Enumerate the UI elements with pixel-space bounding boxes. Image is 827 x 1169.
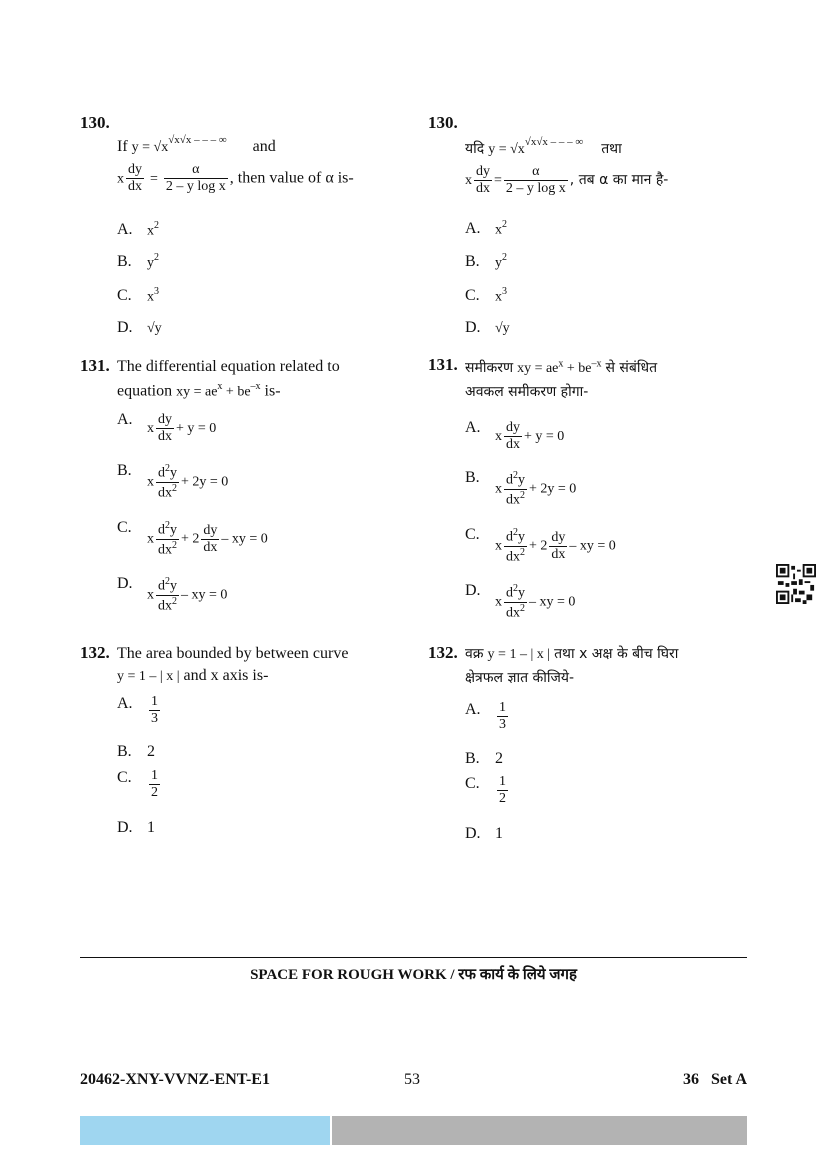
option-c[interactable] bbox=[465, 286, 507, 306]
option-label: C. bbox=[117, 769, 132, 786]
option-d[interactable] bbox=[117, 818, 155, 838]
option-label: B. bbox=[465, 750, 480, 767]
question-number: 131. bbox=[80, 356, 110, 375]
option-label: C. bbox=[465, 287, 480, 304]
footer-bar-blue bbox=[80, 1116, 330, 1145]
q132-hi-eq: y = 1 – | x | bbox=[487, 647, 551, 662]
option-base: x bbox=[495, 289, 502, 305]
option-label: D. bbox=[465, 825, 481, 842]
q130-dydx bbox=[126, 162, 144, 195]
option-base: x bbox=[147, 223, 154, 239]
q130-hi-tower: √x√x – – – ∞ bbox=[524, 136, 584, 148]
q130-hi-line2 bbox=[465, 164, 668, 197]
option-label: C. bbox=[465, 526, 480, 543]
option-label: C. bbox=[117, 287, 132, 304]
option-c[interactable] bbox=[117, 768, 162, 801]
frac-den: dx bbox=[128, 179, 142, 195]
option-b[interactable] bbox=[117, 742, 155, 762]
option-base: x bbox=[495, 222, 502, 238]
option-label: A. bbox=[117, 221, 133, 238]
option-b[interactable] bbox=[465, 468, 576, 509]
q131-mid: + be bbox=[222, 384, 251, 400]
option-label: A. bbox=[117, 695, 133, 712]
rough-work-heading: SPACE FOR ROUGH WORK / रफ कार्य के लिये जगह bbox=[80, 957, 747, 984]
option-math: x $\frac{d^2y}{dx^2}$ + 2 $\frac{dy}{dx}$ – xy = 0 bbox=[495, 527, 616, 565]
option-sup: 3 bbox=[154, 286, 159, 297]
option-sup: 2 bbox=[154, 252, 159, 263]
q131-suffix: is- bbox=[264, 382, 281, 400]
option-a[interactable] bbox=[465, 219, 507, 239]
question-number: 130. bbox=[80, 113, 110, 132]
option-frac: $\frac{1}{3}$ bbox=[499, 700, 506, 733]
q130-suffix: , then value of α is- bbox=[229, 169, 354, 187]
q132-line2 bbox=[117, 666, 268, 686]
option-label: D. bbox=[465, 582, 481, 599]
q130-eq: y = √x bbox=[131, 140, 169, 155]
q132-hi-suffix: तथा x अक्ष के बीच घिरा bbox=[554, 646, 679, 662]
option-label: A. bbox=[465, 220, 481, 237]
frac-den: 3 bbox=[151, 711, 158, 727]
option-math: x $\frac{dy}{dx}$ + y = 0 bbox=[147, 412, 217, 445]
q130-if: If bbox=[117, 138, 128, 155]
q132-hi-prefix: वक्र bbox=[465, 646, 484, 662]
option-d[interactable] bbox=[117, 318, 162, 338]
q130-hi-suffix: तथा bbox=[601, 141, 622, 157]
option-value: 2 bbox=[147, 743, 155, 760]
q131-sup1: x bbox=[217, 381, 223, 392]
q130-rhs bbox=[164, 162, 228, 195]
option-c[interactable] bbox=[117, 286, 159, 306]
frac-den: 2 bbox=[151, 785, 158, 801]
option-sup: 2 bbox=[502, 219, 507, 230]
option-d[interactable] bbox=[465, 824, 503, 844]
option-math: x $\frac{d^2y}{dx^2}$ – xy = 0 bbox=[495, 583, 576, 621]
option-b[interactable] bbox=[465, 749, 503, 769]
q130-hi-line2-suffix: , तब α का मान है- bbox=[569, 171, 669, 188]
q132-hi-line2: क्षेत्रफल ज्ञात कीजिये- bbox=[465, 670, 575, 686]
option-label: D. bbox=[465, 319, 481, 336]
q131-line2 bbox=[117, 381, 281, 401]
q130-hi-prefix: यदि bbox=[465, 141, 485, 157]
option-frac: $\frac{1}{2}$ bbox=[499, 774, 506, 807]
q131-hi-line1 bbox=[465, 358, 657, 378]
option-sup: 3 bbox=[502, 286, 507, 297]
q132-eq: y = 1 – | x | bbox=[117, 669, 180, 684]
option-label: D. bbox=[117, 319, 133, 336]
question-number: 132. bbox=[80, 643, 110, 662]
q132-suffix: and x axis is- bbox=[183, 667, 269, 684]
option-label: D. bbox=[117, 819, 133, 836]
q131-hi-eq: xy = $ae^x + be^{-x}$ bbox=[517, 358, 602, 376]
frac-den: 2 – y log x bbox=[165, 179, 226, 195]
q130-line1 bbox=[117, 134, 276, 157]
option-c[interactable] bbox=[117, 518, 268, 559]
option-a[interactable] bbox=[117, 220, 159, 240]
option-a[interactable] bbox=[465, 418, 564, 453]
option-value: 1 bbox=[495, 825, 503, 842]
frac-num: dy bbox=[128, 162, 142, 177]
q131-hi-prefix: समीकरण bbox=[465, 360, 514, 376]
question-number: 130. bbox=[428, 113, 458, 132]
option-label: B. bbox=[117, 743, 132, 760]
option-base: x bbox=[147, 289, 154, 305]
option-label: B. bbox=[117, 253, 132, 270]
option-value: 2 bbox=[495, 750, 503, 767]
option-a[interactable] bbox=[117, 694, 162, 727]
q130-hi-line1 bbox=[465, 136, 622, 159]
option-d[interactable] bbox=[117, 574, 227, 615]
option-b[interactable] bbox=[465, 252, 507, 272]
q131-prefix: equation bbox=[117, 382, 173, 400]
option-math: x $\frac{d^2y}{dx^2}$ + 2y = 0 bbox=[147, 463, 229, 501]
q130-tower: √x√x – – – ∞ bbox=[168, 134, 227, 146]
option-label: D. bbox=[117, 575, 133, 592]
option-a[interactable] bbox=[465, 700, 510, 733]
option-math: x $\frac{d^2y}{dx^2}$ – xy = 0 bbox=[147, 576, 228, 614]
footer-code: 20462-XNY-VVNZ-ENT-E1 bbox=[80, 1071, 270, 1088]
q131-line1: The differential equation related to bbox=[117, 358, 340, 375]
page-number: 53 bbox=[404, 1071, 420, 1088]
frac-num: 1 bbox=[151, 694, 158, 709]
option-b[interactable] bbox=[117, 252, 159, 272]
option-base: y bbox=[495, 255, 502, 271]
option-label: B. bbox=[117, 462, 132, 479]
option-label: C. bbox=[465, 775, 480, 792]
question-number: 131. bbox=[428, 355, 458, 374]
option-math: x $\frac{dy}{dx}$ + y = 0 bbox=[495, 420, 565, 453]
option-d[interactable] bbox=[465, 581, 575, 622]
option-frac bbox=[149, 768, 160, 801]
option-label: A. bbox=[465, 419, 481, 436]
q131-hi-line2: अवकल समीकरण होगा- bbox=[465, 384, 589, 400]
q130-hi-math: x $\frac{dy}{dx}$ = $\frac{\alpha}{\text{2 – y log x}}$ bbox=[465, 164, 566, 197]
footer-set: 36 Set A bbox=[683, 1071, 747, 1088]
q130-x: x bbox=[117, 171, 124, 187]
q131-eq: xy = ae bbox=[176, 384, 218, 400]
q132-hi-line1 bbox=[465, 644, 678, 664]
q132-line1: The area bounded by between curve bbox=[117, 645, 349, 662]
option-label: C. bbox=[117, 519, 132, 536]
q131-sup2: –x bbox=[250, 381, 261, 392]
option-a[interactable] bbox=[117, 410, 216, 445]
option-label: B. bbox=[465, 469, 480, 486]
q130-hi-eq: y = √x bbox=[488, 142, 525, 157]
q130-and: and bbox=[252, 138, 276, 155]
q130-line2 bbox=[117, 162, 354, 195]
option-base: √y bbox=[495, 321, 510, 336]
option-value: 1 bbox=[147, 819, 155, 836]
option-math: x $\frac{d^2y}{dx^2}$ + 2y = 0 bbox=[495, 470, 577, 508]
footer-bar-gray bbox=[332, 1116, 747, 1145]
option-label: A. bbox=[117, 411, 133, 428]
option-math: x $\frac{d^2y}{dx^2}$ + 2 $\frac{dy}{dx}$ – xy = 0 bbox=[147, 520, 268, 558]
qr-code-icon bbox=[775, 564, 817, 604]
option-label: A. bbox=[465, 701, 481, 718]
option-base: y bbox=[147, 255, 154, 271]
option-frac bbox=[149, 694, 160, 727]
question-number: 132. bbox=[428, 643, 458, 662]
option-label: B. bbox=[465, 253, 480, 270]
option-c[interactable] bbox=[465, 525, 616, 566]
option-c[interactable] bbox=[465, 774, 510, 807]
option-d[interactable] bbox=[465, 318, 510, 338]
q131-hi-suffix: से संबंधित bbox=[605, 360, 658, 376]
option-sup: 2 bbox=[502, 252, 507, 263]
option-sup: 2 bbox=[154, 220, 159, 231]
eq-sign: = bbox=[150, 171, 158, 187]
option-b[interactable] bbox=[117, 461, 228, 502]
frac-num: α bbox=[192, 162, 200, 177]
frac-num: 1 bbox=[151, 768, 158, 783]
option-base: √y bbox=[147, 321, 162, 336]
